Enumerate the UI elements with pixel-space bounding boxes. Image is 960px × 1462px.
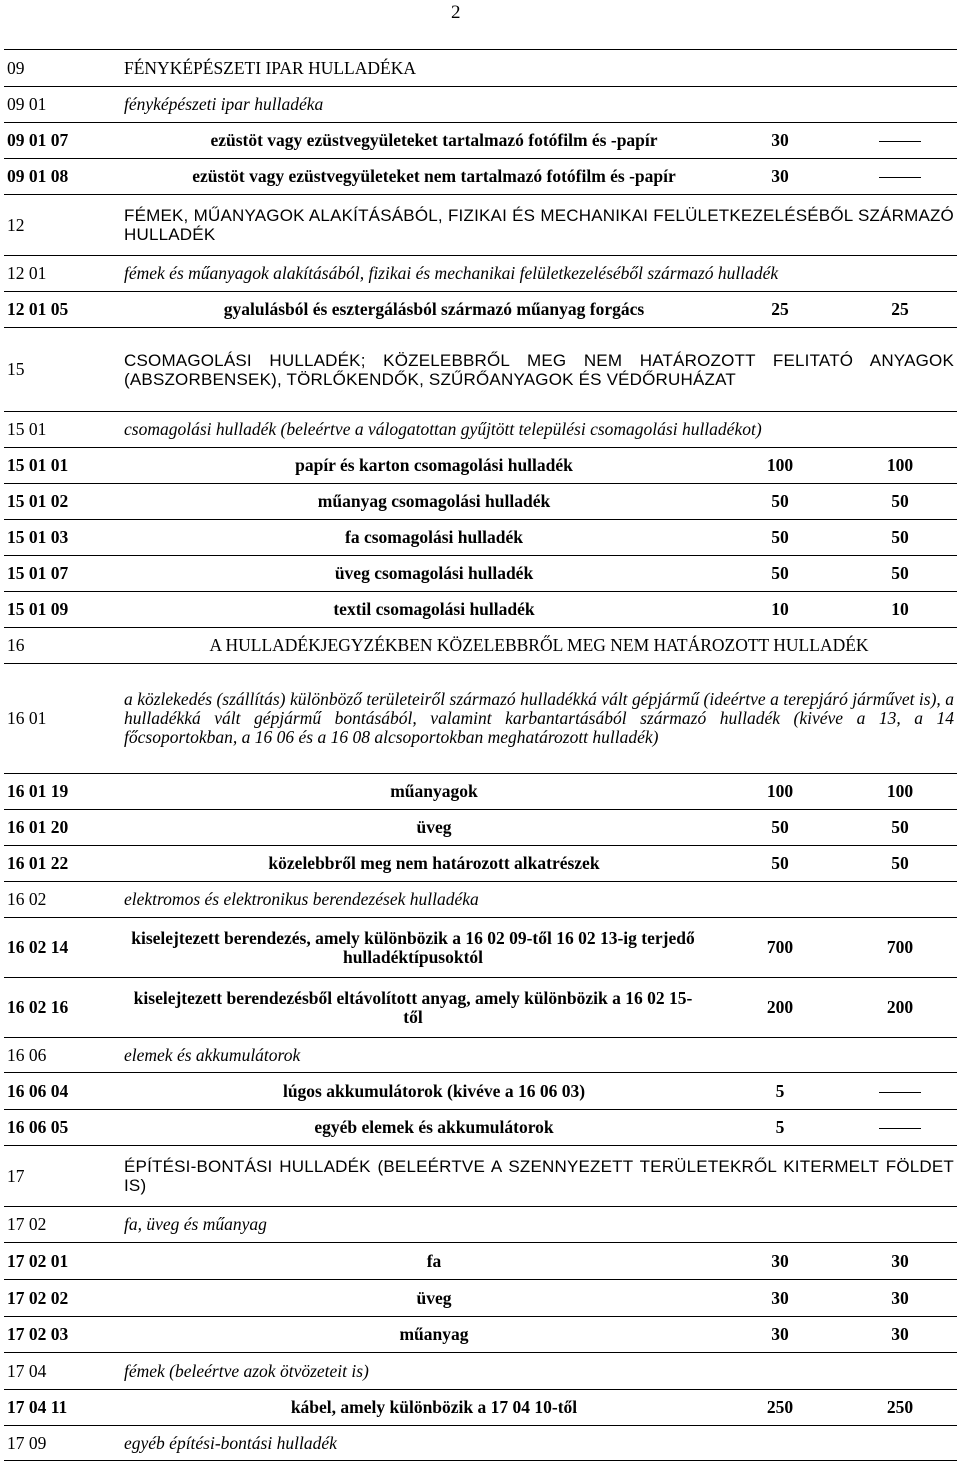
waste-description: textil csomagolási hulladék bbox=[333, 599, 535, 619]
limit-value-1: 10 bbox=[771, 599, 789, 619]
waste-code: 16 01 bbox=[7, 708, 47, 728]
waste-description: egyéb építési-bontási hulladék bbox=[124, 1432, 337, 1453]
table-row bbox=[4, 327, 957, 411]
table-row bbox=[4, 1352, 957, 1389]
waste-code: 15 01 07 bbox=[7, 563, 69, 583]
limit-value-1: 5 bbox=[775, 1117, 785, 1137]
waste-description: kábel, amely különbözik a 17 04 10-től bbox=[290, 1397, 578, 1417]
limit-value-1: 30 bbox=[771, 130, 789, 150]
waste-description: fa, üveg és műanyag bbox=[124, 1214, 267, 1234]
limit-value-2: 30 bbox=[891, 1324, 909, 1344]
waste-code: 15 bbox=[7, 359, 25, 379]
waste-code: 16 02 16 bbox=[7, 997, 69, 1017]
waste-description: műanyag bbox=[399, 1324, 469, 1344]
waste-code: 16 01 19 bbox=[7, 781, 69, 801]
waste-code: 16 06 bbox=[7, 1044, 47, 1065]
table-row bbox=[4, 555, 957, 591]
waste-code: 17 02 02 bbox=[7, 1287, 69, 1308]
waste-code: 17 04 11 bbox=[7, 1397, 68, 1417]
waste-description: műanyag csomagolási hulladék bbox=[317, 491, 551, 511]
waste-code: 16 06 05 bbox=[7, 1117, 69, 1137]
table-row bbox=[4, 917, 957, 977]
waste-description: üveg bbox=[416, 1287, 452, 1308]
table-row bbox=[4, 1145, 957, 1206]
table-row bbox=[4, 1037, 957, 1072]
limit-value-1: 30 bbox=[771, 1250, 789, 1271]
waste-description: csomagolási hulladék (beleértve a válogatottan gyűjtött települési csomagolási hulladékot) bbox=[124, 419, 762, 439]
waste-code: 16 bbox=[7, 635, 25, 655]
waste-code: 15 01 bbox=[7, 419, 47, 439]
waste-code: 15 01 01 bbox=[7, 455, 69, 475]
limit-value-1: 25 bbox=[771, 299, 789, 319]
waste-description: kiselejtezett berendezésből eltávolított anyag, amely különbözik a 16 02 15-től bbox=[133, 987, 693, 1027]
table-row bbox=[4, 1206, 957, 1242]
page-number: 2 bbox=[451, 2, 461, 23]
limit-value-1: 30 bbox=[771, 1287, 789, 1308]
waste-description: ezüstöt vagy ezüstvegyületeket nem tartalmazó fotófilm és -papír bbox=[192, 166, 676, 186]
limit-value-1: 50 bbox=[771, 527, 789, 547]
dash-mark bbox=[879, 177, 921, 178]
waste-description: lúgos akkumulátorok (kivéve a 16 06 03) bbox=[282, 1080, 586, 1101]
limit-value-2: 10 bbox=[891, 599, 909, 619]
limit-value-2: 50 bbox=[891, 491, 909, 511]
waste-code: 09 01 bbox=[7, 94, 47, 114]
limit-value-2: 50 bbox=[891, 563, 909, 583]
waste-code: 16 01 20 bbox=[7, 817, 69, 837]
limit-value-2: 30 bbox=[891, 1250, 909, 1271]
table-row bbox=[4, 447, 957, 483]
limit-value-1: 700 bbox=[766, 937, 794, 957]
table-row bbox=[4, 519, 957, 555]
waste-code: 16 02 14 bbox=[7, 937, 69, 957]
limit-value-2: 100 bbox=[886, 455, 914, 475]
waste-code: 12 01 05 bbox=[7, 299, 69, 319]
waste-code: 17 09 bbox=[7, 1432, 47, 1453]
table-row bbox=[4, 773, 957, 809]
limit-value-1: 50 bbox=[771, 853, 789, 873]
waste-code: 17 02 03 bbox=[7, 1324, 69, 1344]
waste-code: 15 01 03 bbox=[7, 527, 69, 547]
table-row bbox=[4, 977, 957, 1037]
waste-description: fa bbox=[426, 1250, 442, 1271]
limit-value-1: 100 bbox=[766, 781, 794, 801]
dash-mark bbox=[879, 141, 921, 142]
waste-description: CSOMAGOLÁSI HULLADÉK; KÖZELEBBRŐL MEG NEM HATÁROZOTT FELITATÓ ANYAGOK (ABSZORBENSEK), TÖRLŐKENDŐK, SZŰRŐANYAGOK ÉS VÉDŐRUHÁZAT bbox=[124, 350, 954, 389]
waste-code: 09 01 08 bbox=[7, 166, 69, 186]
waste-code: 15 01 02 bbox=[7, 491, 69, 511]
limit-value-2: 25 bbox=[891, 299, 909, 319]
limit-value-1: 50 bbox=[771, 491, 789, 511]
dash-mark bbox=[879, 1128, 921, 1129]
limit-value-2: 50 bbox=[891, 527, 909, 547]
table-row bbox=[4, 255, 957, 291]
waste-description: közelebbről meg nem határozott alkatrészek bbox=[268, 853, 600, 873]
limit-value-1: 250 bbox=[766, 1397, 794, 1417]
table-row bbox=[4, 411, 957, 447]
limit-value-2 bbox=[866, 1110, 934, 1145]
table-row bbox=[4, 158, 957, 194]
waste-description: egyéb elemek és akkumulátorok bbox=[314, 1117, 554, 1137]
limit-value-1: 200 bbox=[766, 997, 794, 1017]
table-row bbox=[4, 881, 957, 917]
limit-value-1: 50 bbox=[771, 563, 789, 583]
limit-value-1: 30 bbox=[771, 1324, 789, 1344]
limit-value-1: 30 bbox=[771, 166, 789, 186]
waste-code: 09 01 07 bbox=[7, 130, 69, 150]
waste-code: 17 02 01 bbox=[7, 1250, 69, 1271]
table-row bbox=[4, 591, 957, 627]
dash-mark bbox=[879, 1092, 921, 1093]
table-row bbox=[4, 845, 957, 881]
table-row bbox=[4, 1279, 957, 1316]
waste-code: 16 01 22 bbox=[7, 853, 69, 873]
waste-description: ÉPÍTÉSI-BONTÁSI HULLADÉK (BELEÉRTVE A SZENNYEZETT TERÜLETEKRŐL KITERMELT FÖLDET IS) bbox=[124, 1157, 954, 1195]
table-row bbox=[4, 49, 957, 86]
waste-description: A HULLADÉKJEGYZÉKBEN KÖZELEBBRŐL MEG NEM HATÁROZOTT HULLADÉK bbox=[209, 635, 869, 655]
limit-value-1: 5 bbox=[775, 1080, 785, 1101]
waste-description: FÉMEK, MŰANYAGOK ALAKÍTÁSÁBÓL, FIZIKAI ÉS MECHANIKAI FELÜLETKEZELÉSÉBŐL SZÁRMAZÓ HULLADÉK bbox=[124, 206, 954, 244]
limit-value-2: 50 bbox=[891, 853, 909, 873]
table-row bbox=[4, 122, 957, 158]
waste-description: ezüstöt vagy ezüstvegyületeket tartalmazó fotófilm és -papír bbox=[210, 130, 658, 150]
table-row bbox=[4, 291, 957, 327]
waste-description: fényképészeti ipar hulladéka bbox=[124, 94, 324, 114]
waste-code: 12 01 bbox=[7, 263, 47, 283]
table-row bbox=[4, 194, 957, 255]
waste-description: fémek és műanyagok alakításából, fizikai és mechanikai felületkezeléséből származó hulladék bbox=[124, 263, 779, 283]
waste-code-table bbox=[4, 49, 957, 1461]
waste-description: gyalulásból és esztergálásból származó műanyag forgács bbox=[223, 299, 645, 319]
limit-value-2 bbox=[866, 159, 934, 194]
waste-code: 16 02 bbox=[7, 889, 47, 909]
table-row bbox=[4, 627, 957, 663]
table-row bbox=[4, 1389, 957, 1425]
waste-description: papír és karton csomagolási hulladék bbox=[295, 455, 573, 475]
limit-value-2: 250 bbox=[886, 1397, 914, 1417]
table-row bbox=[4, 1242, 957, 1279]
waste-description: elektromos és elektronikus berendezések hulladéka bbox=[124, 889, 479, 909]
table-row bbox=[4, 663, 957, 773]
waste-code: 09 bbox=[7, 57, 25, 78]
limit-value-2 bbox=[866, 123, 934, 158]
waste-description: fémek (beleértve azok ötvözeteit is) bbox=[124, 1360, 369, 1381]
table-row bbox=[4, 1316, 957, 1352]
limit-value-2: 100 bbox=[886, 781, 914, 801]
waste-code: 16 06 04 bbox=[7, 1080, 69, 1101]
limit-value-2 bbox=[866, 1073, 934, 1109]
waste-description: kiselejtezett berendezés, amely különbözik a 16 02 09-től 16 02 13-ig terjedő hulladéktípusoktól bbox=[131, 927, 695, 967]
waste-code: 17 bbox=[7, 1165, 25, 1186]
table-row bbox=[4, 1425, 957, 1461]
table-row bbox=[4, 809, 957, 845]
limit-value-1: 100 bbox=[766, 455, 794, 475]
waste-code: 17 04 bbox=[7, 1360, 47, 1381]
waste-description: FÉNYKÉPÉSZETI IPAR HULLADÉKA bbox=[124, 57, 416, 78]
limit-value-2: 700 bbox=[886, 937, 914, 957]
waste-description: fa csomagolási hulladék bbox=[345, 527, 523, 547]
limit-value-2: 200 bbox=[886, 997, 914, 1017]
table-row bbox=[4, 483, 957, 519]
limit-value-2: 30 bbox=[891, 1287, 909, 1308]
limit-value-2: 50 bbox=[891, 817, 909, 837]
waste-code: 15 01 09 bbox=[7, 599, 69, 619]
table-row bbox=[4, 1072, 957, 1109]
waste-description: műanyagok bbox=[390, 781, 478, 801]
waste-description: üveg csomagolási hulladék bbox=[334, 563, 534, 583]
waste-description: a közlekedés (szállítás) különböző területeiről származó hulladékká vált gépjármű (ideértve a terepjáró járművet is), a hulladékká vált gépjármű bontásából, valamint karbantartásából származó hulladék (kivéve a 13, a 14 főcsoportokban, a 16 06 és a 16 08 alcsoportokban meghatározott hulladék) bbox=[124, 689, 954, 747]
waste-code: 17 02 bbox=[7, 1214, 47, 1234]
waste-code: 12 bbox=[7, 214, 25, 235]
limit-value-1: 50 bbox=[771, 817, 789, 837]
waste-description: üveg bbox=[416, 817, 452, 837]
table-row bbox=[4, 1109, 957, 1145]
table-row bbox=[4, 86, 957, 122]
waste-description: elemek és akkumulátorok bbox=[124, 1044, 301, 1065]
